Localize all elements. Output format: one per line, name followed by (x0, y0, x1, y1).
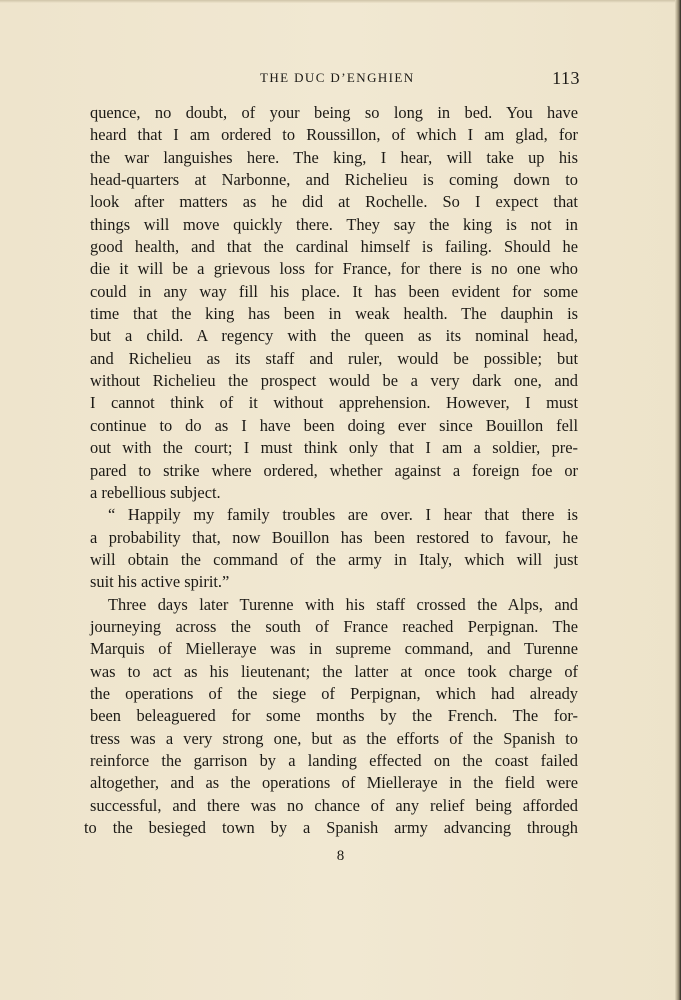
text-line: the war languishes here. The king, I hear, will take up his (90, 147, 578, 167)
text-line: the operations of the siege of Perpignan, which had already (90, 683, 578, 703)
text-line: pared to strike where ordered, whether against a foreign foe or (90, 460, 578, 480)
text-line: without Richelieu the prospect would be a very dark one, and (90, 371, 578, 391)
text-line: Marquis of Mielleraye was in supreme command, and Turenne (90, 639, 578, 659)
text-line: to the besieged town by a Spanish army advancing through (84, 818, 578, 837)
text-line: could in any way fill his place. It has been evident for some (90, 281, 578, 301)
text-line: quence, no doubt, of your being so long in bed. You have (90, 103, 578, 122)
text-line: head-quarters at Narbonne, and Richelieu is coming down to (90, 170, 578, 190)
page-top-edge (0, 0, 681, 3)
text-line: out with the court; I must think only that I am a soldier, pre- (90, 438, 578, 458)
body-text (84, 102, 578, 839)
text-line: tress was a very strong one, but as the efforts of the Spanish to (90, 728, 578, 748)
text-line: good health, and that the cardinal himself is failing. Should he (90, 237, 578, 257)
text-line: journeying across the south of France reached Perpignan. The (90, 616, 578, 636)
page-number: 113 (552, 68, 580, 88)
text-line: successful, and there was no chance of any relief being afforded (90, 795, 578, 815)
text-line: reinforce the garrison by a landing effected on the coast failed (90, 750, 578, 770)
text-line: was to act as his lieutenant; the latter at once took charge of (90, 661, 578, 681)
text-line: been beleaguered for some months by the French. The for- (90, 706, 578, 726)
text-line: a rebellious subject. (90, 482, 221, 502)
text-line: suit his active spirit.” (90, 572, 230, 592)
text-line: I cannot think of it without apprehension. However, I must (90, 393, 578, 413)
text-line: look after matters as he did at Rochelle. So I expect that (90, 192, 578, 212)
text-line: Three days later Turenne with his staff crossed the Alps, and (108, 594, 578, 614)
text-line: continue to do as I have been doing ever since Bouillon fell (90, 415, 578, 435)
text-line: but a child. A regency with the queen as its nominal head, (90, 326, 578, 346)
signature-mark: 8 (336, 848, 345, 864)
text-line: “ Happily my family troubles are over. I hear that there is (108, 505, 578, 525)
text-line: things will move quickly there. They say the king is not in (90, 214, 578, 234)
text-line: a probability that, now Bouillon has been restored to favour, he (90, 527, 578, 547)
running-title: THE DUC D’ENGHIEN (260, 70, 415, 85)
text-line: heard that I am ordered to Roussillon, of which I am glad, for (90, 125, 578, 145)
running-head (84, 68, 580, 90)
text-line: will obtain the command of the army in Italy, which will just (90, 549, 578, 569)
text-line: time that the king has been in weak health. The dauphin is (90, 304, 578, 324)
text-line: die it will be a grievous loss for France, for there is no one who (90, 259, 578, 279)
text-line: and Richelieu as its staff and ruler, would be possible; but (90, 348, 578, 368)
text-line: altogether, and as the operations of Mielleraye in the field were (90, 773, 578, 793)
